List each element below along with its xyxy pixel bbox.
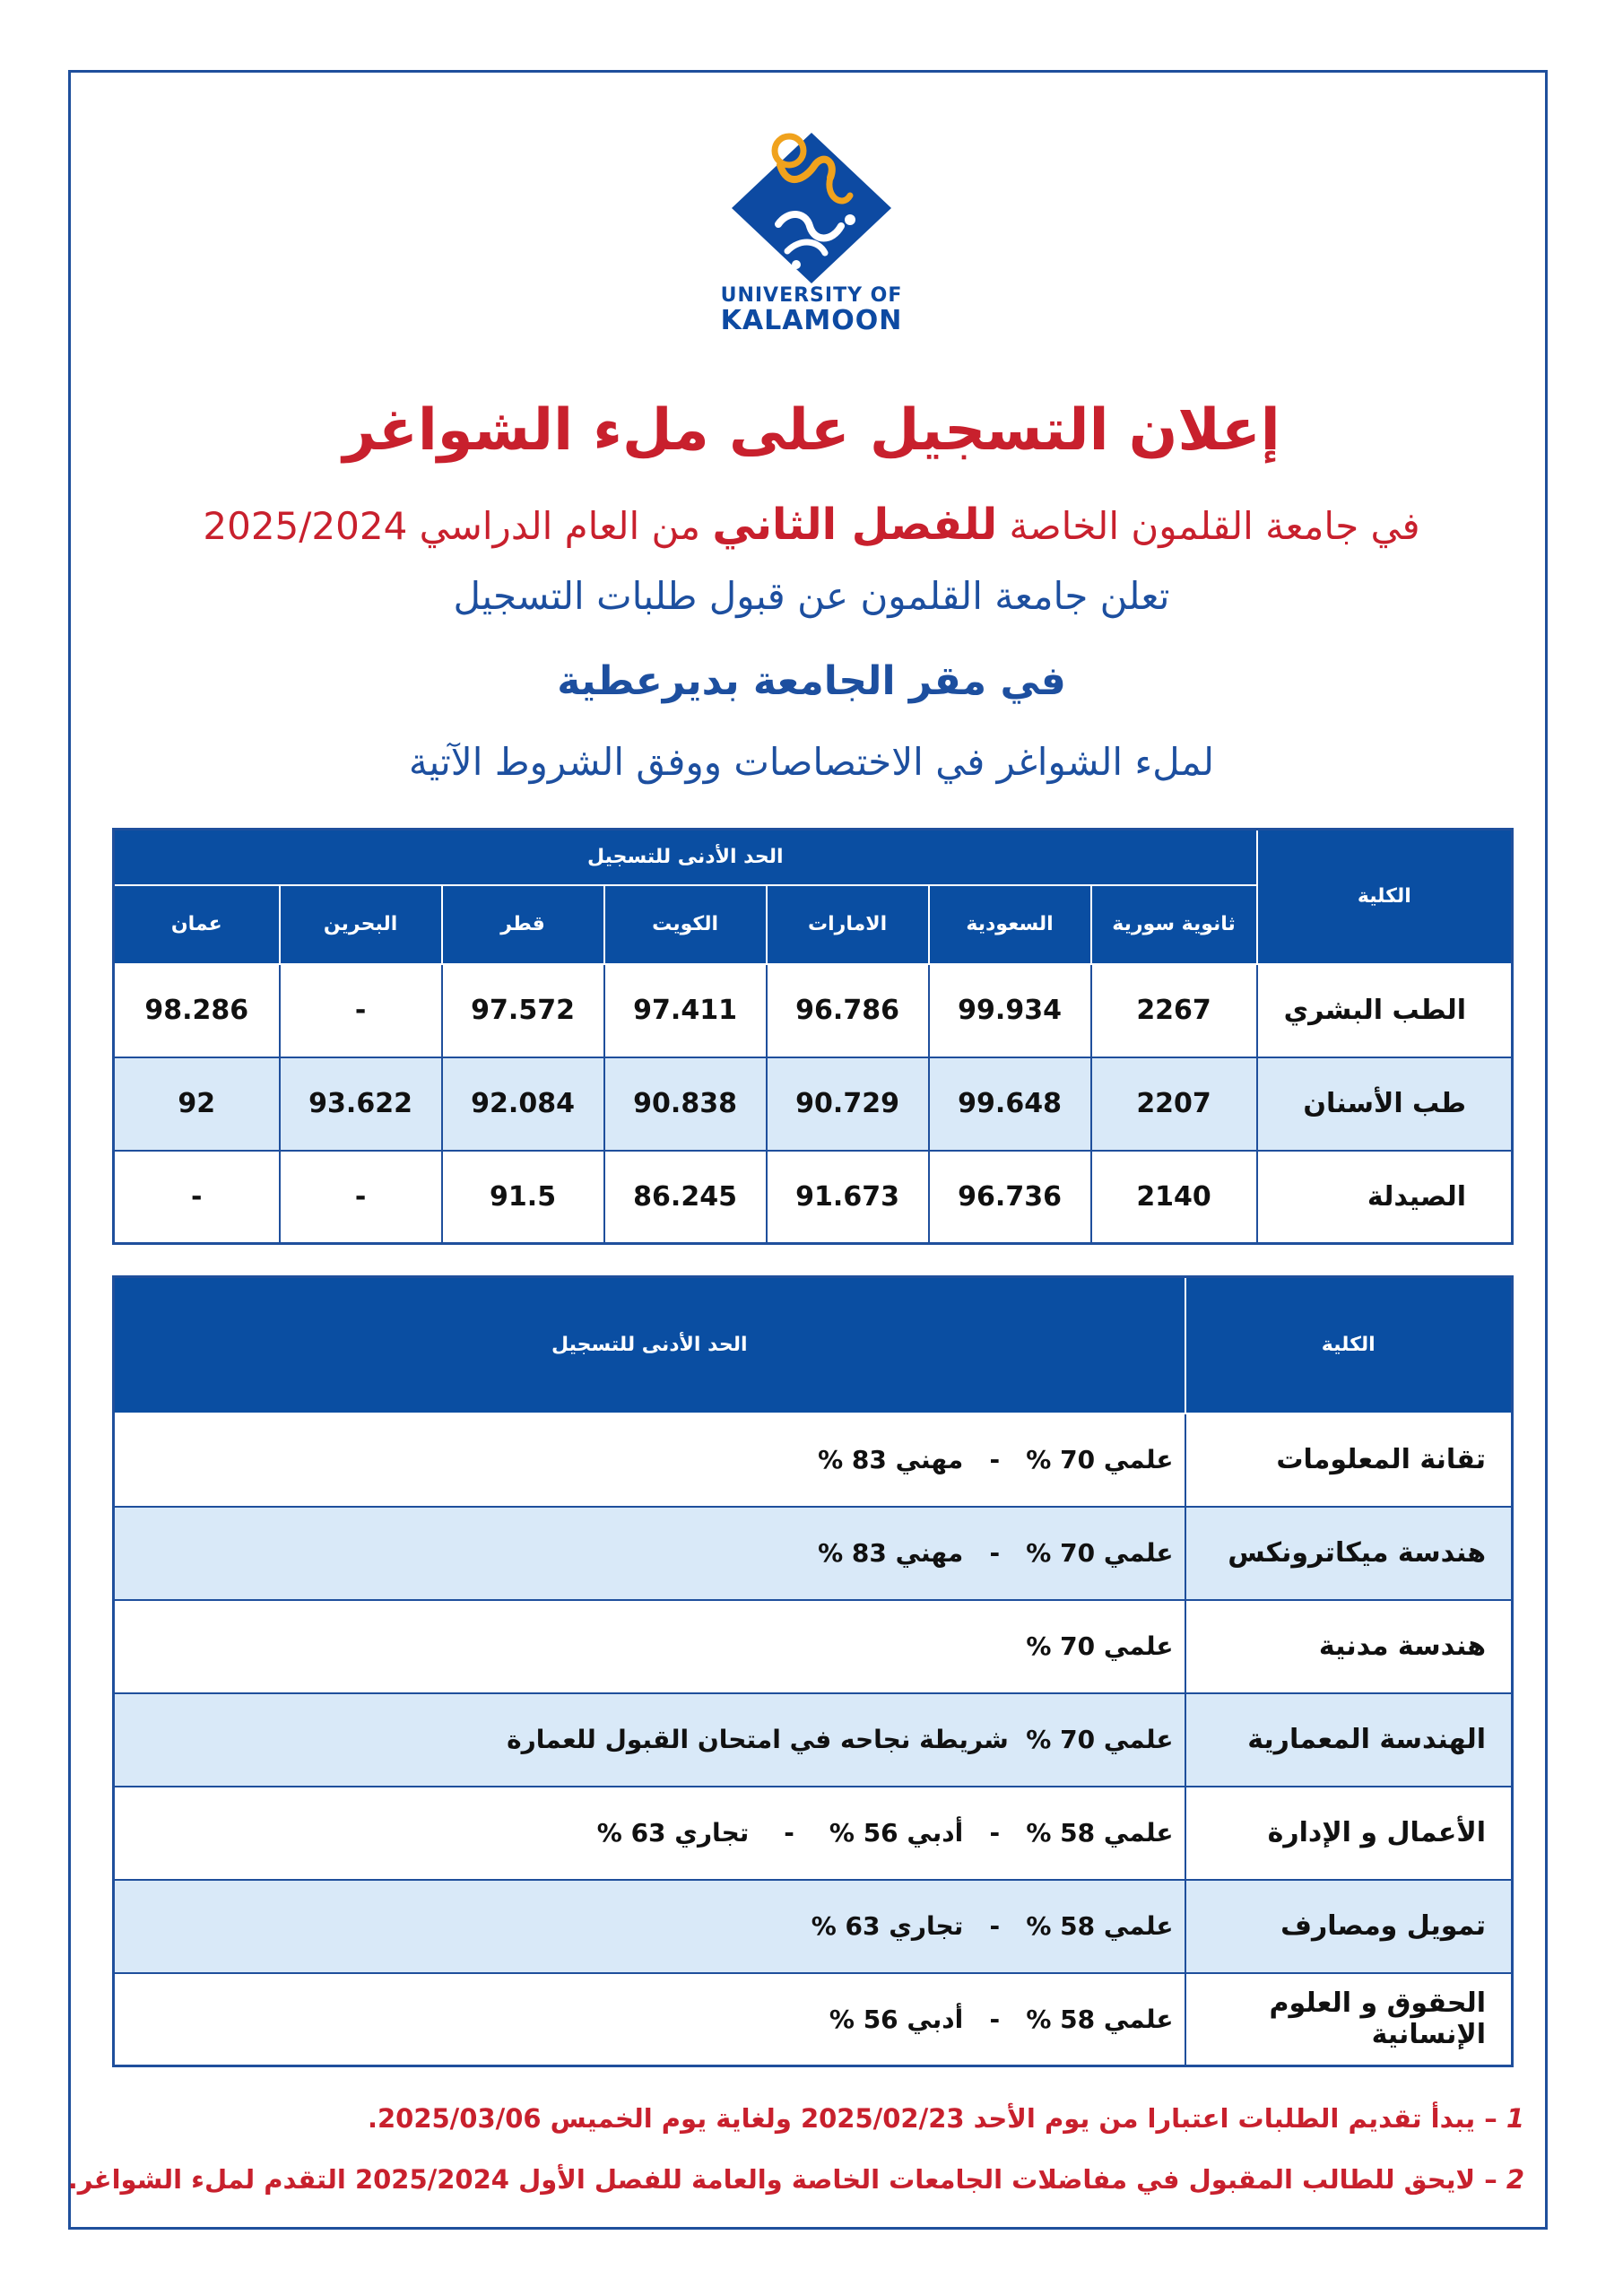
note-1: 1 – يبدأ تقديم الطلبات اعتبارا من يوم الأحد 2025/02/23 ولغاية يوم الخميس 2025/03/06. [367, 2103, 1524, 2134]
value-cell: 93.622 [280, 1057, 442, 1151]
requirement-cell: علمي 70 % - مهني 83 % [114, 1507, 1185, 1600]
col-uae: الامارات [767, 885, 929, 964]
note-number: 2 [1506, 2164, 1524, 2195]
col-qatar: قطر [442, 885, 604, 964]
table-row [114, 1151, 1513, 1244]
faculty-cell: تقانة المعلومات [1185, 1413, 1513, 1507]
table-row [114, 1507, 1513, 1600]
faculty-cell: الأعمال و الإدارة [1185, 1787, 1513, 1880]
value-cell: 91.5 [442, 1151, 604, 1244]
col-syrian: ثانوية سورية [1091, 885, 1257, 964]
faculty-header: الكلية [1257, 830, 1513, 964]
min-registration-header: الحد الأدنى للتسجيل [114, 830, 1257, 885]
value-cell: 99.934 [929, 964, 1091, 1057]
value-cell: 91.673 [767, 1151, 929, 1244]
logo-text-line2: KALAMOON [720, 305, 903, 336]
requirement-cell: علمي 58 % - أدبي 56 % [114, 1973, 1185, 2066]
col-bahrain: البحرين [280, 885, 442, 964]
faculty-cell: الصيدلة [1257, 1151, 1513, 1244]
table-row [114, 1787, 1513, 1880]
table-row [114, 1057, 1513, 1151]
value-cell: 92.084 [442, 1057, 604, 1151]
requirement-cell: علمي 70 % [114, 1600, 1185, 1693]
other-faculties-table [112, 1275, 1514, 2067]
min-registration-header: الحد الأدنى للتسجيل [114, 1277, 1185, 1413]
requirement-cell: علمي 58 % - أدبي 56 % - تجاري 63 % [114, 1787, 1185, 1880]
conditions-line: لملء الشواغر في الاختصاصات ووفق الشروط الآتية [408, 740, 1215, 784]
col-kuwait: الكويت [604, 885, 767, 964]
value-cell: 92 [114, 1057, 280, 1151]
medical-faculties-table [112, 828, 1514, 1245]
faculty-cell: تمويل ومصارف [1185, 1880, 1513, 1973]
note-text: يبدأ تقديم الطلبات اعتبارا من يوم الأحد 2025/02/23 ولغاية يوم الخميس 2025/03/06. [367, 2103, 1476, 2134]
table-row [114, 1693, 1513, 1787]
requirement-cell: علمي 58 % - تجاري 63 % [114, 1880, 1185, 1973]
table-row [114, 1600, 1513, 1693]
value-cell: - [280, 964, 442, 1057]
table-row [114, 1973, 1513, 2066]
value-cell: - [280, 1151, 442, 1244]
faculty-cell: الطب البشري [1257, 964, 1513, 1057]
faculty-cell: طب الأسنان [1257, 1057, 1513, 1151]
table-row [114, 1880, 1513, 1973]
requirement-cell: علمي 70 % شريطة نجاحه في امتحان القبول للعمارة [114, 1693, 1185, 1787]
faculty-cell: الهندسة المعمارية [1185, 1693, 1513, 1787]
value-cell: 96.786 [767, 964, 929, 1057]
note-number: 1 [1506, 2103, 1524, 2134]
note-text: لايحق للطالب المقبول في مفاضلات الجامعات الخاصة والعامة للفصل الأول 2025/2024 التقدم لملء الشواغر. [67, 2164, 1476, 2195]
value-cell: 86.245 [604, 1151, 767, 1244]
logo-text-line1: UNIVERSITY OF [720, 284, 903, 307]
value-cell: 99.648 [929, 1057, 1091, 1151]
value-cell: 96.736 [929, 1151, 1091, 1244]
value-cell: 90.838 [604, 1057, 767, 1151]
table-row [114, 964, 1513, 1057]
faculty-header: الكلية [1185, 1277, 1513, 1413]
faculty-cell: هندسة ميكاترونكس [1185, 1507, 1513, 1600]
value-cell: 90.729 [767, 1057, 929, 1151]
col-oman: عمان [114, 885, 280, 964]
value-cell: 2267 [1091, 964, 1257, 1057]
subtitle-bold: للفصل الثاني [712, 500, 998, 550]
faculty-cell: الحقوق و العلوم الإنسانية [1185, 1973, 1513, 2066]
col-saudi: السعودية [929, 885, 1091, 964]
requirement-cell: علمي 70 % - مهني 83 % [114, 1413, 1185, 1507]
table-row [114, 1413, 1513, 1507]
subtitle-prefix: في جامعة القلمون الخاصة [1009, 504, 1420, 548]
announcement-line: تعلن جامعة القلمون عن قبول طلبات التسجيل [453, 574, 1170, 618]
value-cell: 97.411 [604, 964, 767, 1057]
note-2: 2 – لايحق للطالب المقبول في مفاضلات الجامعات الخاصة والعامة للفصل الأول 2025/2024 التقدم لملء الشواغر. [67, 2164, 1524, 2195]
faculty-cell: هندسة مدنية [1185, 1600, 1513, 1693]
location-line: في مقر الجامعة بديرعطية [557, 658, 1066, 704]
subtitle-suffix: من العام الدراسي 2025/2024 [203, 504, 701, 548]
page-title: إعلان التسجيل على ملء الشواغر [343, 397, 1280, 464]
value-cell: 97.572 [442, 964, 604, 1057]
value-cell: - [114, 1151, 280, 1244]
value-cell: 2207 [1091, 1057, 1257, 1151]
subtitle-semester [0, 498, 1623, 553]
value-cell: 2140 [1091, 1151, 1257, 1244]
value-cell: 98.286 [114, 964, 280, 1057]
